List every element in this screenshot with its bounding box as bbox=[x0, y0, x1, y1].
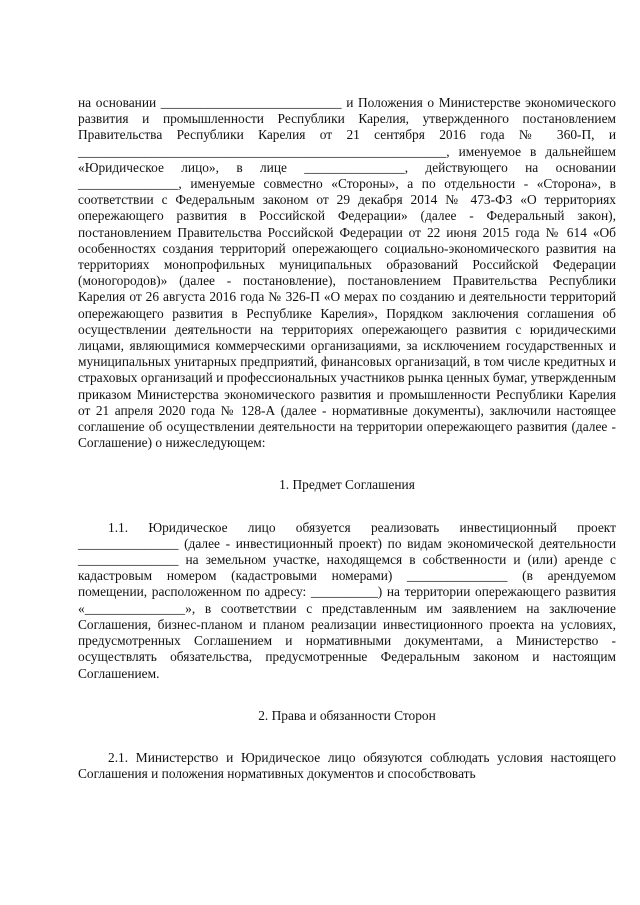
clause-2-1-paragraph: 2.1. Министерство и Юридическое лицо обязуются соблюдать условия настоящего Соглашения и положения нормативных документов и способствовать bbox=[78, 749, 616, 782]
document-body bbox=[78, 95, 616, 782]
section-1-heading: 1. Предмет Соглашения bbox=[279, 477, 415, 493]
preamble-paragraph: на основании ___________________________ и Положения о Министерстве экономического развития и промышленности Республики Карелия, утвержденного постановлением Правительства Республики Карелия от 21 сентября 2016 года № 360-П, и _______________________________________________________, именуемое в дальнейшем «Юридическое лицо», в лице _______________, действующего на основании _______________, именуемые совместно «Стороны», а по отдельности - «Сторона», в соответствии с Федеральным законом от 29 декабря 2014 № 473-ФЗ «О территориях опережающего развития в Российской Федерации» (далее - Федеральный закон), постановлением Правительства Российской Федерации от 22 июня 2015 года № 614 «Об особенностях создания территорий опережающего социально-экономического развития на территориях монопрофильных муниципальных образований Российской Федерации (моногородов)» (далее - постановление), постановлением Правительства Республики Карелия от 26 августа 2016 года № 326-П «О мерах по созданию и деятельности территорий опережающего развития в Республике Карелия», Порядком заключения соглашения об осуществлении деятельности на территориях опережающего развития с юридическими лицами, являющимися коммерческими организациями, за исключением государственных и муниципальных унитарных предприятий, финансовых организаций, в том числе кредитных и страховых организаций и профессиональных участников рынка ценных бумаг, утвержденным приказом Министерства экономического развития и промышленности Республики Карелия от 21 апреля 2020 года № 128-А (далее - нормативные документы), заключили настоящее соглашение об осуществлении деятельности на территории опережающего развития (далее - Соглашение) о нижеследующем: bbox=[78, 95, 616, 451]
section-2-heading: 2. Права и обязанности Сторон bbox=[258, 707, 436, 723]
clause-1-1-paragraph: 1.1. Юридическое лицо обязуется реализовать инвестиционный проект _______________ (далее - инвестиционный проект) по видам экономической деятельности _______________ на земельном участке, находящемся в собственности и (или) аренде с кадастровым номером (кадастровыми номерами) _______________ (в арендуемом помещении, расположенном по адресу: __________) на территории опережающего развития «_______________», в соответствии с представленным им заявлением на заключение Соглашения, бизнес-планом и планом реализации инвестиционного проекта на условиях, предусмотренных Соглашением и нормативными документами, а Министерство - осуществлять обязательства, предусмотренные Федеральным законом и настоящим Соглашением. bbox=[78, 519, 616, 681]
